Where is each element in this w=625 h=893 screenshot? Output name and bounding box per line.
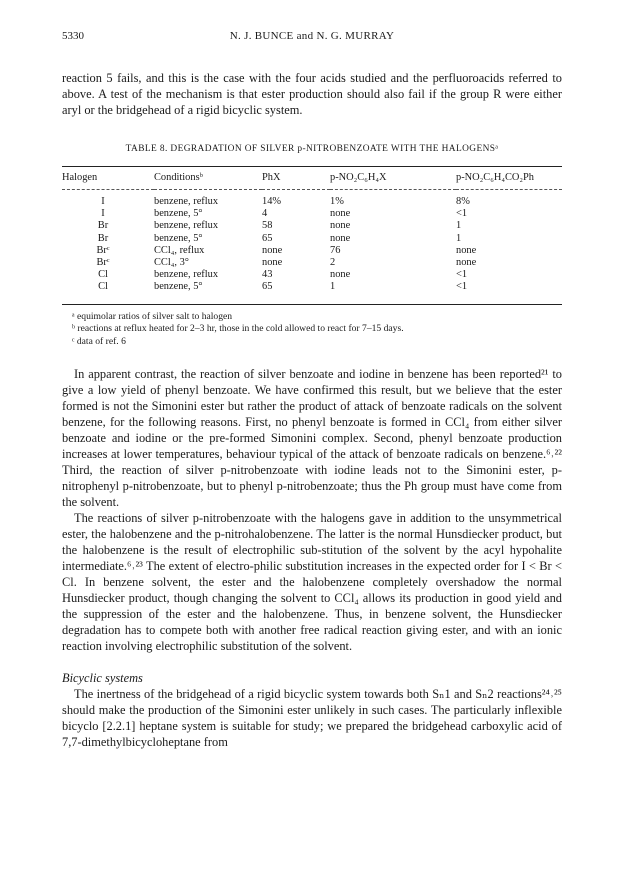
cell-conditions: benzene, reflux xyxy=(154,269,219,281)
cell-conditions: benzene, 5° xyxy=(154,208,203,220)
cell-halogen: Br xyxy=(97,220,109,232)
cell-ester: 8% xyxy=(456,196,470,207)
cell-phx: 43 xyxy=(262,269,273,281)
table-row xyxy=(62,269,562,281)
cell-phx: 4 xyxy=(262,208,268,220)
cell-ester: none xyxy=(456,257,477,269)
table-row xyxy=(62,220,562,232)
col-header-halogen: Halogen xyxy=(62,167,154,190)
paper-page xyxy=(62,30,562,750)
table-footnotes xyxy=(62,311,562,349)
cell-conditions: benzene, reflux xyxy=(154,196,219,207)
table-title: TABLE 8. DEGRADATION OF SILVER p-NITROBENZOATE WITH THE HALOGENSᵃ xyxy=(125,144,499,154)
cell-ester: <1 xyxy=(456,281,562,304)
cell-ester: none xyxy=(456,244,477,256)
cell-phx: none xyxy=(262,257,283,269)
table-row xyxy=(62,233,562,245)
cell-nitrohalobenzene: none xyxy=(330,208,351,220)
cell-ester: <1 xyxy=(456,208,468,220)
table-header-row xyxy=(62,167,562,190)
cell-ester: <1 xyxy=(456,269,468,281)
cell-conditions: benzene, 5° xyxy=(154,281,262,304)
col-header-phx: PhX xyxy=(262,167,330,190)
running-header xyxy=(62,30,562,48)
data-table xyxy=(62,166,562,305)
cell-phx: none xyxy=(262,244,283,256)
col-header-ester: p-NO₂C₆H₄CO₂Ph xyxy=(456,167,562,190)
table-row xyxy=(62,257,562,269)
cell-halogen: Brᶜ xyxy=(96,257,110,269)
cell-conditions: CCl₄, 3° xyxy=(154,257,189,269)
col-header-nitrohalobenzene: p-NO₂C₆H₄X xyxy=(330,167,456,190)
footnote-b: ᵇ reactions at reflux heated for 2–3 hr, those in the cold allowed to react for 7–15 days. xyxy=(72,323,404,335)
paragraph-3: The reactions of silver p-nitrobenzoate with the halogens gave in addition to the unsymmetrical ester, the halobenzene and the p-nitrohalobenzene. The latter is the normal Hunsdiecker product, but the halobenzene is the result of electrophilic sub-stitution of the solvent by the acyl hypohalite intermediate.⁶˒²³ The extent of electro-philic substitution increases in the expected order for I < Br < Cl. In benzene solvent, the ester and the halobenzene completely overshadow the normal Hunsdiecker product, though changing the solvent to CCl₄ allows its production in good yield and the suppression of the ester and the halobenzene. Thus, in benzene solvent, the Hunsdiecker degradation has to compete both with another free radical reaction giving ester, and with an ionic reaction involving electrophilic substitution of the solvent. xyxy=(62,511,562,654)
cell-halogen: I xyxy=(101,196,105,207)
cell-conditions: benzene, 5° xyxy=(154,232,203,244)
cell-nitrohalobenzene: 1% xyxy=(330,196,344,207)
cell-nitrohalobenzene: none xyxy=(330,220,351,232)
cell-conditions: CCl₄, reflux xyxy=(154,244,205,256)
cell-nitrohalobenzene: 2 xyxy=(330,257,336,269)
cell-nitrohalobenzene: none xyxy=(330,232,351,244)
cell-ester: 1 xyxy=(456,232,462,244)
header-spacer xyxy=(502,30,562,48)
cell-conditions: benzene, reflux xyxy=(154,220,219,232)
cell-nitrohalobenzene: 1 xyxy=(330,281,456,304)
cell-phx: 65 xyxy=(262,232,273,244)
table-row xyxy=(62,281,562,304)
cell-phx: 65 xyxy=(262,281,330,304)
cell-nitrohalobenzene: none xyxy=(330,269,351,281)
table-row xyxy=(62,208,562,220)
paragraph-2: In apparent contrast, the reaction of silver benzoate and iodine in benzene has been reported²¹ to give a low yield of phenyl benzoate. We have confirmed this result, but we believe that the ester formed is not the Simonini ester but rather the product of attack of benzoate radicals on the solvent benzene, for the following reasons. First, no phenyl benzoate is formed in CCl₄ from either silver benzoate and iodine or the pre-formed Simonini complex. Second, phenyl benzoate production increases at lower temperatures, behaviour typical of the attack of benzoate radicals on benzene.⁶˒²² Third, the reaction of silver p-nitrobenzoate with iodine leads not to the Simonini ester, p-nitrophenyl p-nitrobenzoate, but to phenyl p-nitrobenzoate; thus the Ph group must have come from the solvent. xyxy=(62,367,562,510)
col-header-conditions: Conditionsᵇ xyxy=(154,167,262,190)
cell-halogen: I xyxy=(101,208,105,220)
cell-ester: 1 xyxy=(456,220,462,232)
cell-halogen: Br xyxy=(97,232,109,244)
section-subheading: Bicyclic systems xyxy=(62,671,143,686)
cell-halogen: Cl xyxy=(98,269,108,281)
table-row xyxy=(62,245,562,257)
page-number: 5330 xyxy=(62,30,84,42)
paragraph-4: The inertness of the bridgehead of a rigid bicyclic system towards both Sₙ1 and Sₙ2 reactions²⁴˒²⁵ should make the production of the Simonini ester unlikely in such cases. The particularly inflexible bicyclo [2.2.1] heptane system is suitable for study; we prepared the bridgehead carboxylic acid of 7,7-dimethylbicycloheptane from xyxy=(62,687,562,750)
cell-phx: 58 xyxy=(262,220,273,232)
cell-phx: 14% xyxy=(262,196,282,207)
cell-halogen: Brᶜ xyxy=(96,244,110,256)
cell-halogen: Cl xyxy=(62,281,154,304)
paragraph-1: reaction 5 fails, and this is the case with the four acids studied and the perfluoroacids referred to above. A test of the mechanism is that ester production should also fail if the group R were either aryl or the bridgehead of a rigid bicyclic system. xyxy=(62,71,562,117)
table-row xyxy=(62,190,562,209)
cell-nitrohalobenzene: 76 xyxy=(330,244,341,256)
author-line: N. J. BUNCE and N. G. MURRAY xyxy=(229,30,395,42)
footnote-a: ᵃ equimolar ratios of silver salt to halogen xyxy=(72,310,233,322)
footnote-c: ᶜ data of ref. 6 xyxy=(72,335,126,347)
